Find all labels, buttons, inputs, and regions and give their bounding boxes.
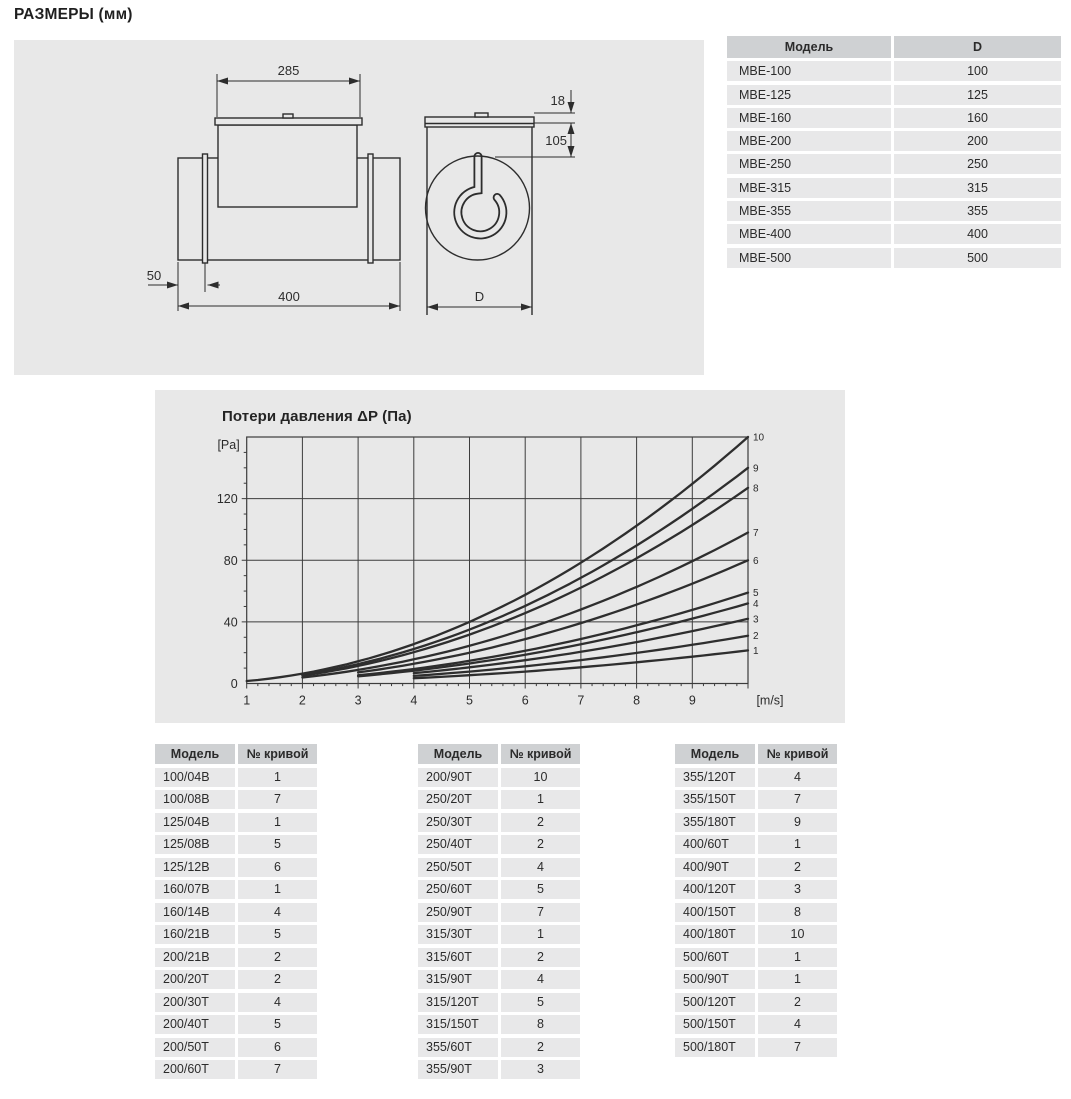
table-row	[418, 948, 580, 967]
table-row	[675, 993, 837, 1012]
table-row	[675, 768, 837, 787]
dimensions-drawing-panel	[14, 40, 704, 375]
table-cell: 6	[238, 858, 317, 877]
table-cell: 315	[894, 178, 1061, 198]
table-cell: 355	[894, 201, 1061, 221]
table-cell: 2	[238, 970, 317, 989]
table-row	[418, 835, 580, 854]
table-cell: 1	[501, 790, 580, 809]
table-row	[418, 813, 580, 832]
curve-table-1	[155, 744, 317, 1083]
table-cell: 160/07В	[155, 880, 235, 899]
table-cell: 10	[758, 925, 837, 944]
table-cell: МВЕ-250	[727, 154, 891, 174]
table-row	[155, 880, 317, 899]
table-row	[727, 154, 1061, 174]
curve-label: 8	[753, 483, 759, 495]
table-cell: 315/150Т	[418, 1015, 498, 1034]
flange-right	[368, 154, 373, 263]
table-cell: 125/12В	[155, 858, 235, 877]
table-cell: 2	[758, 993, 837, 1012]
table-cell: 3	[501, 1060, 580, 1079]
table-cell: МВЕ-315	[727, 178, 891, 198]
table-cell: 4	[501, 970, 580, 989]
curve-label: 10	[753, 432, 765, 444]
lid-nub	[283, 114, 293, 118]
table-cell: МВЕ-200	[727, 131, 891, 151]
table-row	[418, 858, 580, 877]
table-cell: 355/60Т	[418, 1038, 498, 1057]
table-cell: 500	[894, 248, 1061, 268]
table-cell: 250/50Т	[418, 858, 498, 877]
table-cell: 6	[238, 1038, 317, 1057]
dim-inlet-offset: 50	[146, 268, 162, 283]
table-cell: 5	[501, 993, 580, 1012]
tick-label-x: 1	[243, 693, 251, 708]
table-row	[155, 768, 317, 787]
table-row	[675, 948, 837, 967]
curve-table-2	[418, 744, 580, 1083]
table-cell: 125	[894, 85, 1061, 105]
table-cell: 125/08В	[155, 835, 235, 854]
table-row	[675, 1038, 837, 1057]
column-header: Модель	[675, 744, 755, 764]
table-row	[727, 85, 1061, 105]
table-cell: 200/20Т	[155, 970, 235, 989]
table-cell: МВЕ-125	[727, 85, 891, 105]
table-cell: 315/120Т	[418, 993, 498, 1012]
tick-label-x: 7	[577, 693, 585, 708]
table-cell: МВЕ-400	[727, 224, 891, 244]
table-cell: 5	[501, 880, 580, 899]
y-axis-unit-label: [Pa]	[217, 438, 240, 452]
table-cell: 400/150Т	[675, 903, 755, 922]
table-cell: 200/90Т	[418, 768, 498, 787]
table-cell: 400/120Т	[675, 880, 755, 899]
dim-diameter: D	[474, 289, 485, 304]
column-header: D	[894, 36, 1061, 58]
table-row	[418, 1038, 580, 1057]
table-cell: 250/90Т	[418, 903, 498, 922]
table-row	[418, 768, 580, 787]
table-cell: 3	[758, 880, 837, 899]
table-cell: 1	[758, 835, 837, 854]
table-cell: 7	[238, 790, 317, 809]
table-cell: 315/60Т	[418, 948, 498, 967]
curve-label: 6	[753, 555, 759, 567]
tick-label-x: 5	[466, 693, 473, 708]
table-cell: 160/21В	[155, 925, 235, 944]
table-row	[155, 948, 317, 967]
dim-body-length: 400	[278, 289, 300, 304]
table-cell: 2	[758, 858, 837, 877]
chart-title: Потери давления ΔP (Па)	[222, 408, 412, 425]
pressure-loss-chart	[155, 390, 845, 723]
column-header: Модель	[155, 744, 235, 764]
table-cell: 2	[501, 813, 580, 832]
dim-box-width: 285	[277, 63, 300, 78]
table-cell: 5	[238, 1015, 317, 1034]
table-row	[155, 970, 317, 989]
column-header: № кривой	[758, 744, 837, 764]
curve-label: 4	[753, 598, 759, 610]
curve-label: 2	[753, 631, 759, 643]
table-cell: 200	[894, 131, 1061, 151]
tick-label-y: 120	[216, 492, 238, 507]
x-axis-unit-label: [m/s]	[756, 693, 784, 708]
dim-lid-height: 18	[550, 93, 565, 108]
table-row	[675, 925, 837, 944]
table-cell: 200/30Т	[155, 993, 235, 1012]
table-cell: 355/180Т	[675, 813, 755, 832]
column-header: Модель	[418, 744, 498, 764]
table-row	[155, 903, 317, 922]
table-row	[418, 993, 580, 1012]
table-row	[675, 903, 837, 922]
table-cell: 250/40Т	[418, 835, 498, 854]
table-cell: 125/04В	[155, 813, 235, 832]
table-header-row	[675, 744, 837, 764]
table-cell: МВЕ-500	[727, 248, 891, 268]
table-cell: 7	[758, 1038, 837, 1057]
table-row	[727, 108, 1061, 128]
table-row	[675, 790, 837, 809]
curve-label: 3	[753, 614, 759, 626]
table-row	[727, 131, 1061, 151]
table-row	[155, 858, 317, 877]
table-cell: 160	[894, 108, 1061, 128]
tick-label-x: 8	[633, 693, 641, 708]
table-cell: 100/08В	[155, 790, 235, 809]
front-lid-nub	[475, 113, 488, 117]
table-row	[155, 1060, 317, 1079]
table-cell: МВЕ-100	[727, 61, 891, 81]
tick-label-x: 6	[521, 693, 529, 708]
table-row	[675, 970, 837, 989]
table-row	[675, 813, 837, 832]
table-row	[418, 903, 580, 922]
table-cell: 8	[501, 1015, 580, 1034]
table-cell: 250	[894, 154, 1061, 174]
table-cell: 200/21В	[155, 948, 235, 967]
table-cell: 8	[758, 903, 837, 922]
tick-label-x: 9	[688, 693, 696, 708]
front-view	[425, 90, 575, 315]
table-row	[155, 813, 317, 832]
column-header: № кривой	[501, 744, 580, 764]
curve-line	[358, 603, 748, 676]
table-row	[155, 1015, 317, 1034]
table-row	[418, 1015, 580, 1034]
table-cell: 4	[238, 903, 317, 922]
table-header-row	[418, 744, 580, 764]
table-cell: 315/90Т	[418, 970, 498, 989]
table-cell: 4	[238, 993, 317, 1012]
table-row	[155, 835, 317, 854]
tick-label-y: 40	[223, 615, 238, 630]
table-row	[675, 835, 837, 854]
table-row	[418, 970, 580, 989]
table-cell: 9	[758, 813, 837, 832]
flange-left	[203, 154, 208, 263]
table-row	[727, 248, 1061, 268]
table-row	[727, 178, 1061, 198]
table-cell: 500/150Т	[675, 1015, 755, 1034]
table-cell: МВЕ-355	[727, 201, 891, 221]
table-cell: 355/150Т	[675, 790, 755, 809]
table-cell: 2	[501, 948, 580, 967]
curve-label: 5	[753, 588, 759, 600]
table-cell: 500/60Т	[675, 948, 755, 967]
table-row	[418, 790, 580, 809]
table-cell: 400	[894, 224, 1061, 244]
table-row	[155, 790, 317, 809]
table-cell: 1	[501, 925, 580, 944]
table-row	[727, 61, 1061, 81]
table-row	[418, 1060, 580, 1079]
terminal-box	[218, 125, 357, 207]
table-cell: 355/120Т	[675, 768, 755, 787]
page-title: РАЗМЕРЫ (мм)	[14, 6, 133, 23]
table-cell: 1	[238, 880, 317, 899]
table-cell: 1	[238, 813, 317, 832]
table-cell: 250/30Т	[418, 813, 498, 832]
table-cell: 250/60Т	[418, 880, 498, 899]
column-header: № кривой	[238, 744, 317, 764]
pressure-chart-panel	[155, 390, 845, 723]
curve-label: 7	[753, 528, 759, 540]
table-row	[418, 880, 580, 899]
table-cell: 4	[758, 1015, 837, 1034]
table-row	[675, 880, 837, 899]
table-cell: 500/120Т	[675, 993, 755, 1012]
table-cell: 1	[758, 948, 837, 967]
table-cell: 1	[238, 768, 317, 787]
table-cell: 1	[758, 970, 837, 989]
table-cell: 7	[501, 903, 580, 922]
table-row	[727, 201, 1061, 221]
table-cell: 315/30Т	[418, 925, 498, 944]
tick-label-x: 4	[410, 693, 418, 708]
table-header-row	[155, 744, 317, 764]
table-cell: 7	[238, 1060, 317, 1079]
table-cell: 160/14В	[155, 903, 235, 922]
table-cell: 2	[501, 835, 580, 854]
tick-label-y: 80	[223, 553, 238, 568]
curve-table-3	[675, 744, 837, 1060]
dim-box-depth: 105	[545, 133, 567, 148]
table-cell: 200/60Т	[155, 1060, 235, 1079]
tick-label-x: 2	[298, 693, 306, 708]
table-cell: 400/60Т	[675, 835, 755, 854]
table-cell: 100/04В	[155, 768, 235, 787]
table-cell: 4	[758, 768, 837, 787]
table-row	[418, 925, 580, 944]
table-cell: 5	[238, 925, 317, 944]
dimension-drawing	[14, 40, 704, 375]
tick-label-y: 0	[230, 677, 238, 691]
table-cell: 2	[501, 1038, 580, 1057]
table-cell: 4	[501, 858, 580, 877]
table-cell: 100	[894, 61, 1061, 81]
table-cell: 500/90Т	[675, 970, 755, 989]
model-d-table	[727, 36, 1061, 271]
table-cell: 355/90Т	[418, 1060, 498, 1079]
table-cell: МВЕ-160	[727, 108, 891, 128]
curve-label: 9	[753, 463, 759, 475]
table-cell: 400/180Т	[675, 925, 755, 944]
tick-label-x: 3	[354, 693, 362, 708]
table-cell: 400/90Т	[675, 858, 755, 877]
table-cell: 10	[501, 768, 580, 787]
side-view	[147, 63, 400, 311]
table-cell: 500/180Т	[675, 1038, 755, 1057]
table-row	[675, 1015, 837, 1034]
table-row	[155, 1038, 317, 1057]
table-row	[155, 993, 317, 1012]
front-lid	[425, 117, 534, 127]
table-row	[155, 925, 317, 944]
table-cell: 5	[238, 835, 317, 854]
table-cell: 200/50Т	[155, 1038, 235, 1057]
table-row	[727, 224, 1061, 244]
table-cell: 2	[238, 948, 317, 967]
table-header-row	[727, 36, 1061, 58]
curve-line	[247, 437, 748, 681]
column-header: Модель	[727, 36, 891, 58]
terminal-box-lid	[215, 118, 362, 125]
table-row	[675, 858, 837, 877]
table-cell: 200/40Т	[155, 1015, 235, 1034]
table-cell: 250/20Т	[418, 790, 498, 809]
curve-label: 1	[753, 645, 759, 657]
table-cell: 7	[758, 790, 837, 809]
